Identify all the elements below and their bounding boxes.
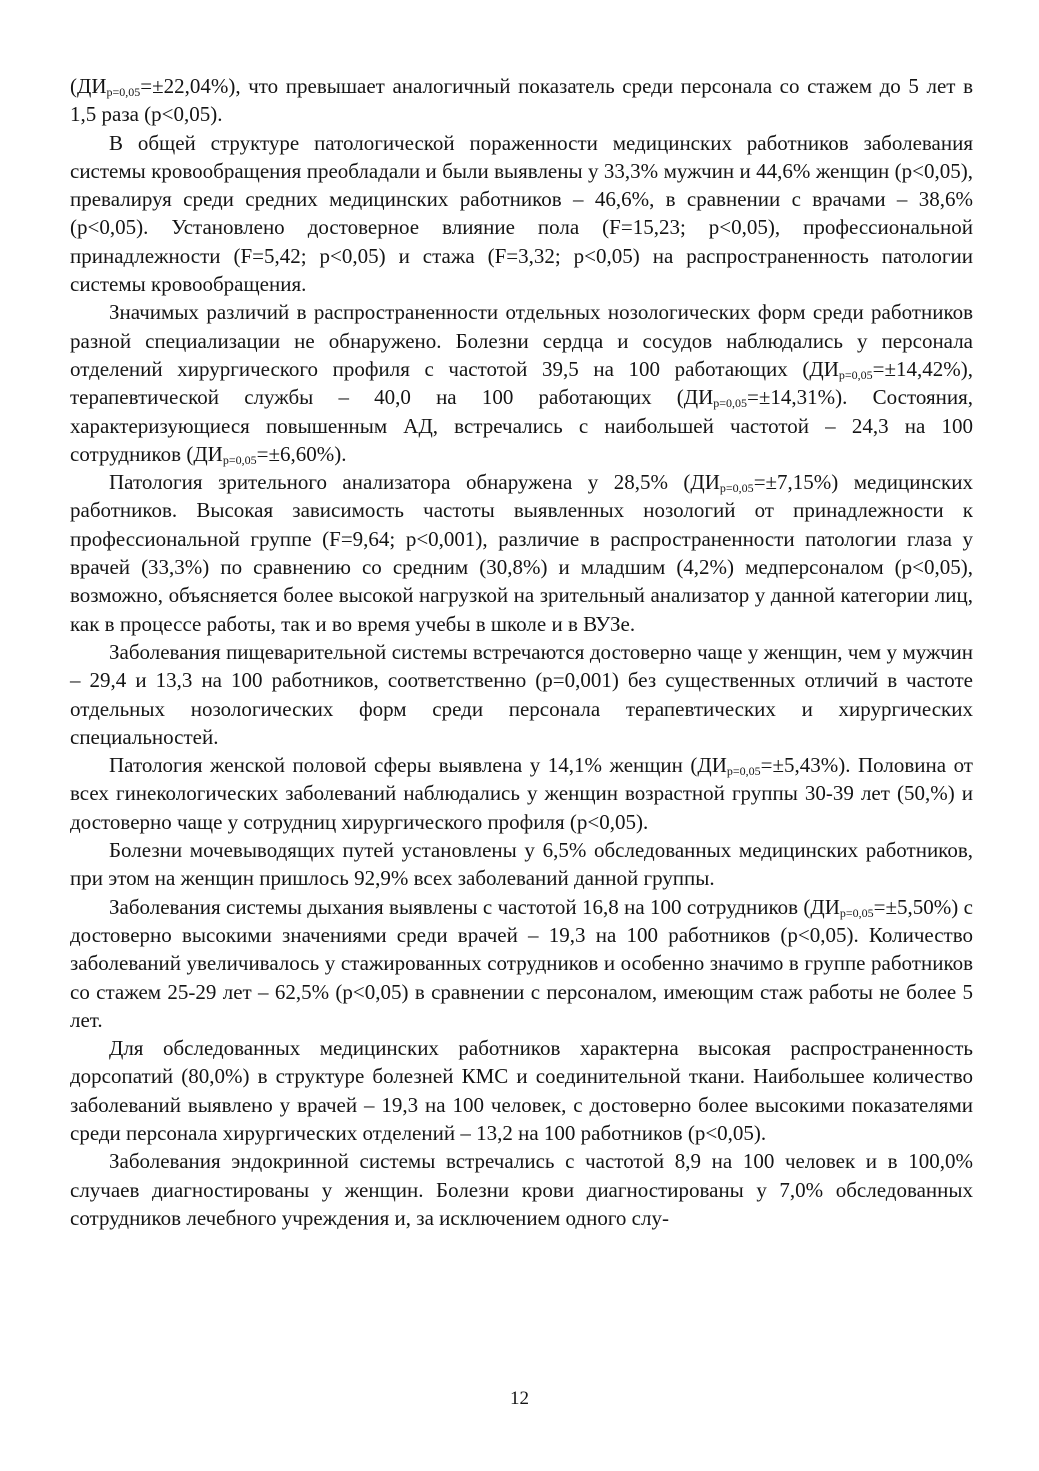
ci-subscript: p=0,05 [726, 764, 761, 779]
paragraph [70, 1034, 973, 1147]
ci-subscript: p=0,05 [106, 85, 141, 99]
paragraph-text: Заболевания эндокринной системы встречались с частотой 8,9 на 100 человек и в 100,0% случаев диагностированы у женщин. Болезни крови диагностированы у 7,0% обследованных сотрудников лечебного учреждения и, за исключением одного слу- [70, 1149, 973, 1230]
ci-subscript: p=0,05 [839, 905, 874, 920]
ci-subscript: p=0,05 [719, 481, 754, 496]
paragraph-text: В общей структуре патологической пораженности медицинских работников заболевания системы кровообращения преобладали и были выявлены у 33,3% мужчин и 44,6% женщин (p<0,05), превалируя среди средних медицинских работников – 46,6%, в сравнении с врачами – 38,6% (p<0,05). Установлено достоверное влияние пола (F=15,23; p<0,05), профессиональной принадлежности (F=5,42; p<0,05) и стажа (F=3,32; p<0,05) на распространенность патологии системы кровообращения. [70, 130, 973, 297]
document-body [70, 72, 973, 1232]
paragraph-text: Патология женской половой сферы выявлена у 14,1% женщин (ДИ [109, 753, 727, 778]
paragraph-text: Значимых различий в распространенности отдельных нозологических форм среди работников разной специализации не обнаружено. Болезни сердца и сосудов наблюдались у персонала отделений хирургического профиля с частотой 39,5 на 100 работающих (ДИ [70, 300, 973, 381]
paragraph-text: Заболевания системы дыхания выявлены с частотой 16,8 на 100 сотрудников (ДИ [109, 894, 840, 919]
paragraph [70, 129, 973, 299]
paragraph [70, 836, 973, 893]
paragraph-text: Заболевания пищеварительной системы встречаются достоверно чаще у женщин, чем у мужчин – 29,4 и 13,3 на 100 работников, соответственно (p=0,001) без существенных отличий в частоте отдельных нозологических форм среди персонала терапевтических и хирургических специальностей. [70, 639, 973, 749]
paragraph [70, 638, 973, 751]
ci-subscript: p=0,05 [713, 396, 748, 411]
paragraph-text: Болезни мочевыводящих путей установлены у 6,5% обследованных медицинских работников, при этом на женщин пришлось 92,9% всех заболеваний данной группы. [70, 838, 973, 891]
ci-subscript: p=0,05 [838, 367, 873, 382]
paragraph-text: =±14,42%), терапевтической службы – 40,0 на 100 работающих (ДИ [70, 356, 973, 410]
paragraph [70, 298, 973, 468]
paragraph-text: Патология зрительного анализатора обнаружена у 28,5% (ДИ [109, 470, 720, 495]
paragraph-text: =±6,60%). [256, 441, 347, 466]
paragraph-text: =±14,31%). Состояния, характеризующиеся повышенным АД, встречались с наибольшей частотой – 24,3 на 100 сотрудников (ДИ [70, 385, 973, 466]
ci-subscript: p=0,05 [222, 452, 257, 467]
paragraph-text: =±5,43%). Половина от всех гинекологических заболеваний наблюдались у женщин возрастной группы 30-39 лет (50,%) и достоверно чаще у сотрудниц хирургического профиля (p<0,05). [70, 753, 973, 834]
paragraph-text: =±7,15%) медицинских работников. Высокая зависимость частоты выявленных нозологий от принадлежности к профессиональной группе (F=9,64; p<0,001), различие в распространенности патологии глаза у врачей (33,3%) по сравнению со средним (30,8%) и младшим (4,2%) медперсоналом (p<0,05), возможно, объясняется более высокой нагрузкой на зрительный анализатор у данной категории лиц, как в процессе работы, так и во время учебы в школе и в ВУЗе. [70, 470, 973, 636]
paragraph [70, 893, 973, 1034]
paragraph [70, 72, 973, 129]
paragraph-text: =±5,50%) с достоверно высокими значениями среди врачей – 19,3 на 100 работников (p<0,05). Количество заболеваний увеличивалось у стажированных сотрудников и особенно значимо в группе работников со стажем 25-29 лет – 62,5% (p<0,05) в сравнении с персоналом, имеющим стаж работы не более 5 лет. [70, 894, 973, 1032]
page-number: 12 [510, 1388, 529, 1409]
paragraph-text: (ДИ [70, 74, 107, 98]
paragraph-text: =±22,04%), что превышает аналогичный показатель среди персонала со стажем до 5 лет в 1,5 раза (p<0,05). [70, 74, 973, 127]
paragraph [70, 1147, 973, 1232]
paragraph-text: Для обследованных медицинских работников характерна высокая распространенность дорсопатий (80,0%) в структуре болезней КМС и соединительной ткани. Наибольшее количество заболеваний выявлено у врачей – 19,3 на 100 человек, с достоверно более высокими показателями среди персонала хирургических отделений – 13,2 на 100 работников (p<0,05). [70, 1036, 973, 1145]
paragraph [70, 468, 973, 638]
paragraph [70, 751, 973, 836]
